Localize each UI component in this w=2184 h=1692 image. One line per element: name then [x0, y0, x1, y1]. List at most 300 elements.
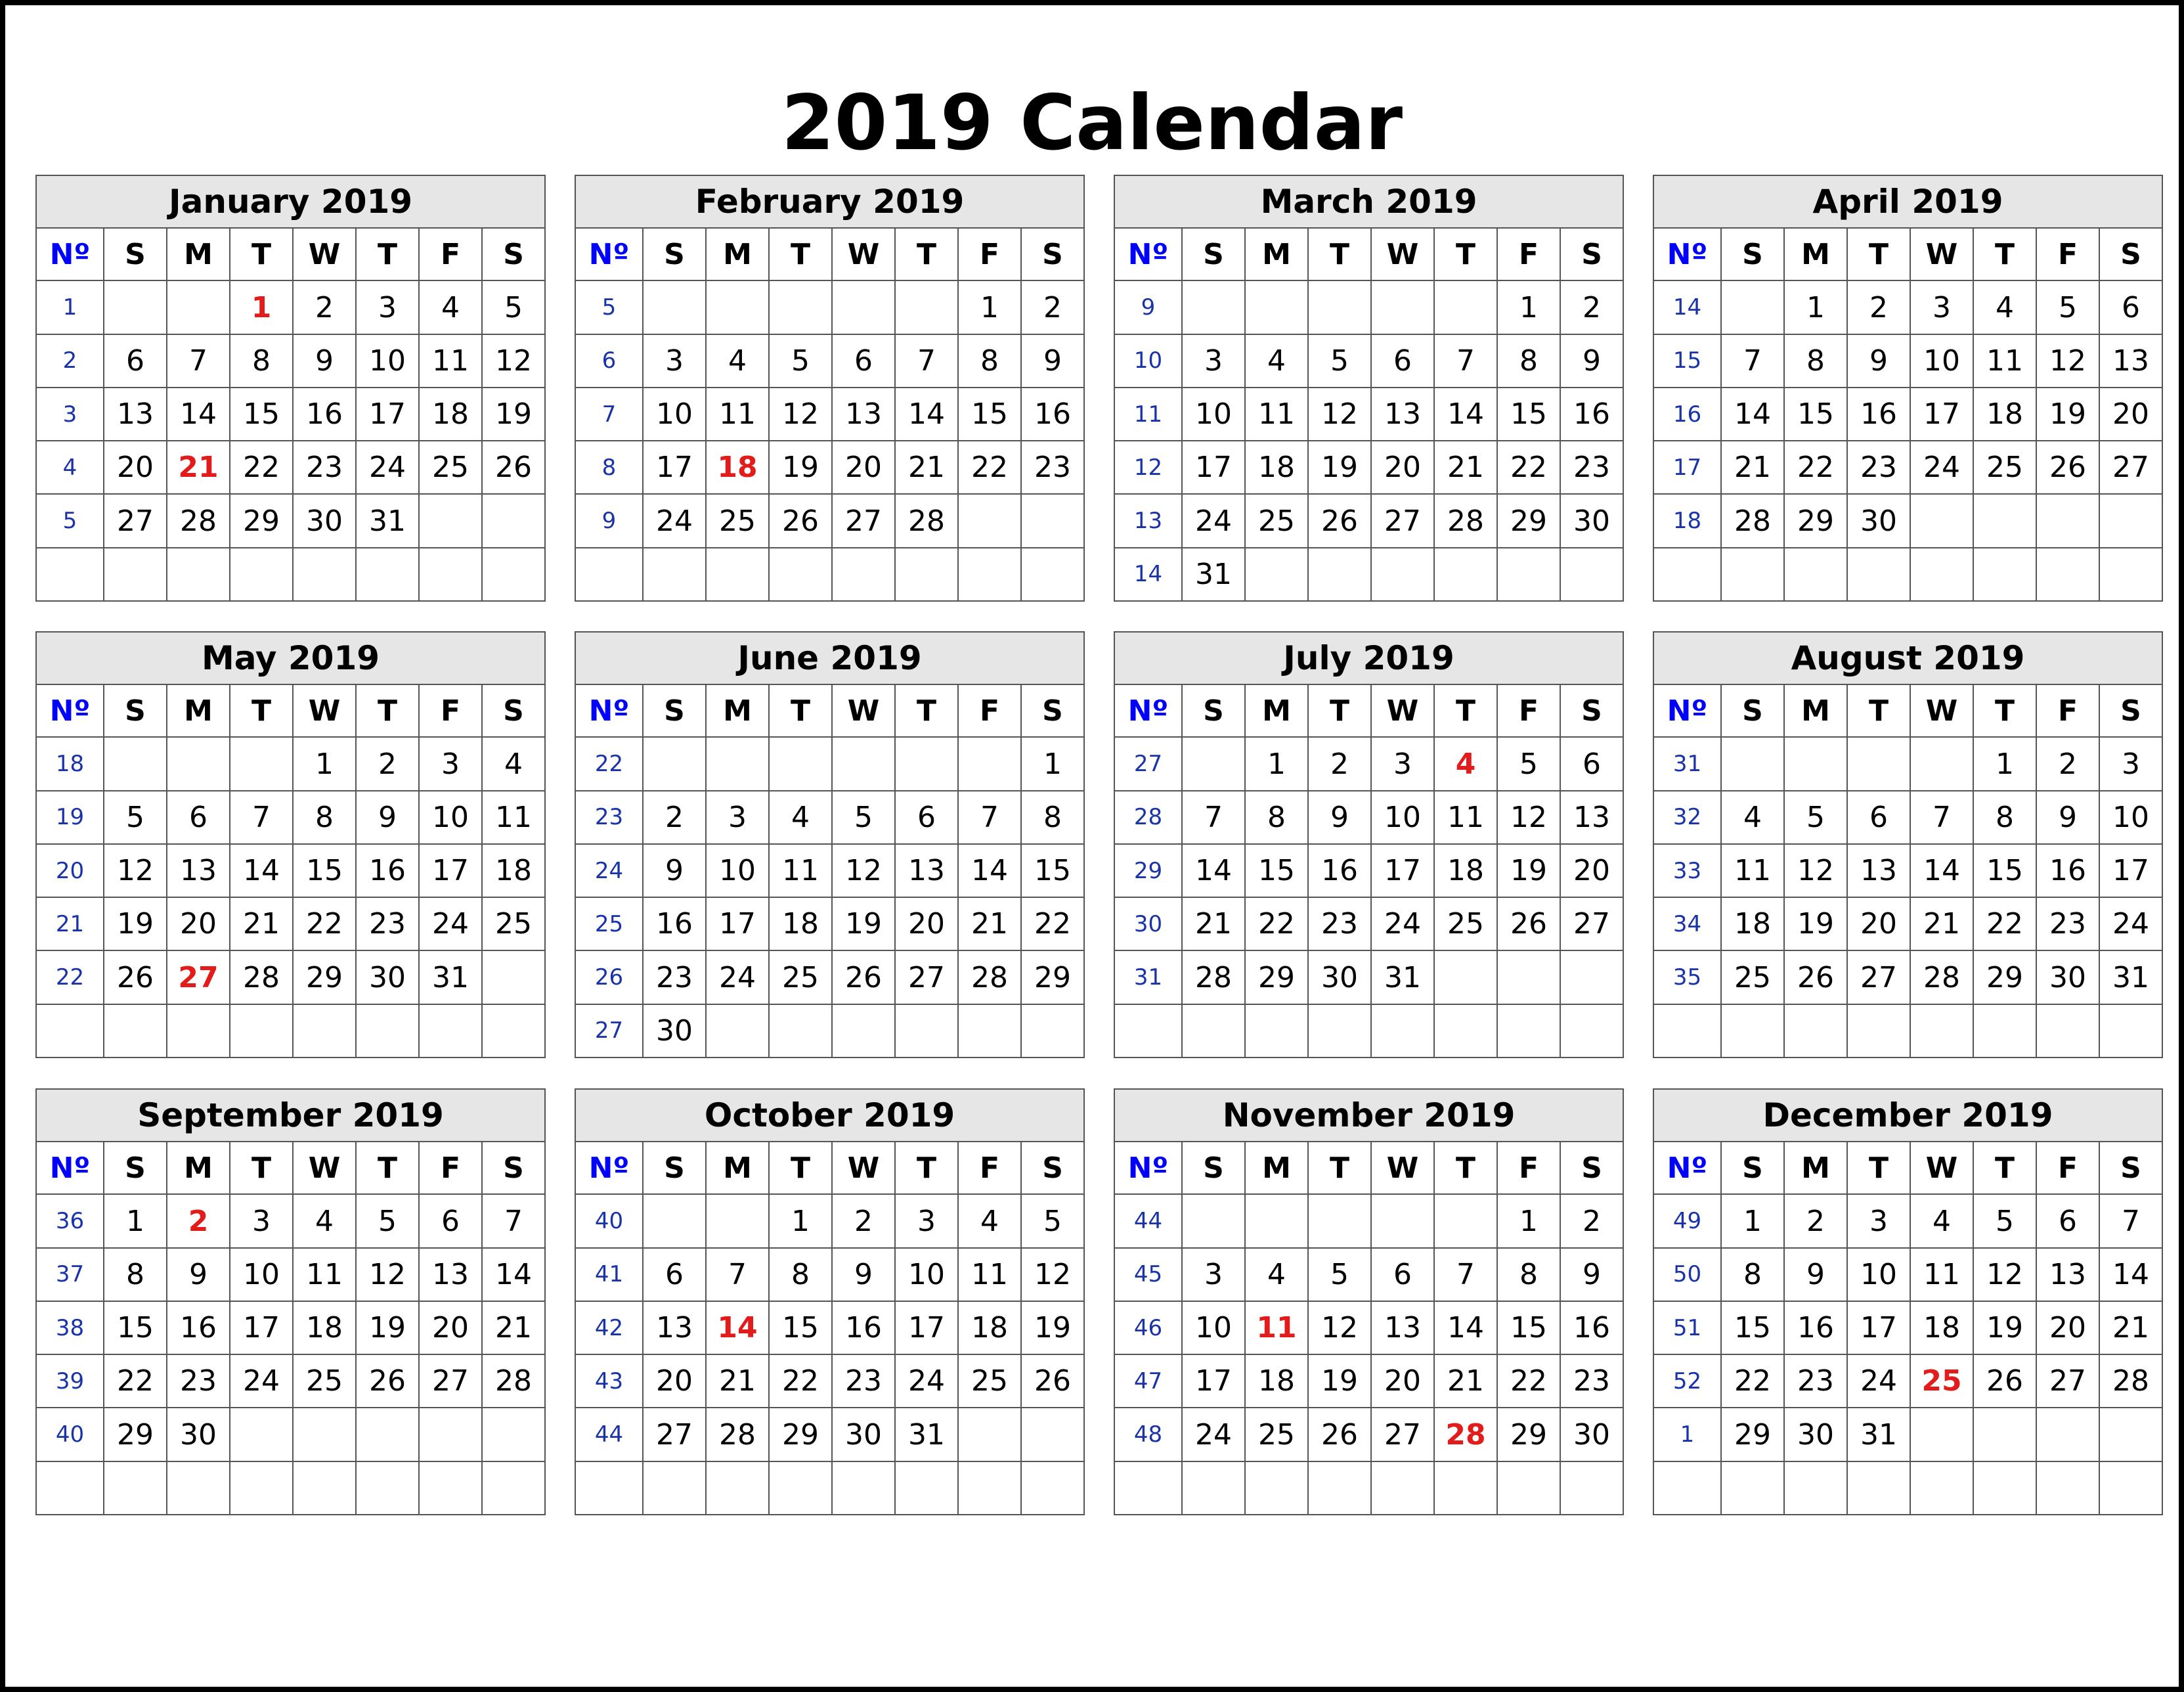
day-cell: 31: [1182, 548, 1245, 601]
empty-cell: [230, 1004, 293, 1058]
week-row: [1114, 280, 1623, 334]
day-cell: 18: [1245, 441, 1308, 494]
weekday-header: W: [832, 684, 895, 737]
weekday-header: T: [1434, 228, 1497, 280]
day-cell: 19: [832, 897, 895, 950]
day-cell: 4: [1721, 791, 1784, 844]
week-number: 11: [1114, 388, 1182, 441]
day-cell: 28: [1182, 950, 1245, 1004]
day-cell: 19: [482, 388, 545, 441]
week-row: [1114, 1004, 1623, 1058]
empty-cell: [356, 1408, 419, 1461]
month-name: November 2019: [1114, 1089, 1623, 1142]
empty-cell: [1497, 950, 1560, 1004]
day-cell: 14: [958, 844, 1021, 897]
day-cell: 3: [895, 1194, 958, 1247]
weekday-header: S: [482, 1142, 545, 1194]
week-row: [1114, 1461, 1623, 1515]
day-cell: 29: [230, 494, 293, 547]
week-row: [1653, 494, 2162, 547]
day-cell: 18: [1434, 844, 1497, 897]
week-row: [36, 1354, 545, 1408]
day-cell: 2: [293, 280, 356, 334]
empty-cell: [832, 1004, 895, 1058]
day-cell: 18: [419, 388, 482, 441]
weekday-header-row: [36, 1142, 545, 1194]
day-cell: 22: [230, 441, 293, 494]
day-cell: 29: [1021, 950, 1084, 1004]
empty-cell: [230, 548, 293, 601]
day-cell: 16: [1308, 844, 1371, 897]
day-cell: 23: [293, 441, 356, 494]
day-cell: 15: [230, 388, 293, 441]
empty-cell: [1182, 737, 1245, 790]
weekday-header: S: [2099, 228, 2162, 280]
weekday-header: S: [1182, 228, 1245, 280]
weekday-header: T: [1973, 1142, 2036, 1194]
week-number: 39: [36, 1354, 104, 1408]
day-cell: 10: [2099, 791, 2162, 844]
week-number-header: Nº: [1653, 684, 1721, 737]
empty-cell: [769, 1461, 832, 1515]
day-cell: 2: [1021, 280, 1084, 334]
weekday-header: S: [1560, 1142, 1623, 1194]
week-number: [1114, 1461, 1182, 1515]
empty-cell: [419, 1004, 482, 1058]
empty-cell: [895, 737, 958, 790]
week-row: [1114, 844, 1623, 897]
day-cell: 30: [167, 1408, 230, 1461]
week-row: [36, 388, 545, 441]
day-cell: 25: [293, 1354, 356, 1408]
week-number: 46: [1114, 1301, 1182, 1354]
day-cell: 28: [958, 950, 1021, 1004]
day-cell: 7: [230, 791, 293, 844]
empty-cell: [1721, 1461, 1784, 1515]
week-row: [1653, 950, 2162, 1004]
empty-cell: [1721, 280, 1784, 334]
empty-cell: [1308, 1194, 1371, 1247]
empty-cell: [356, 548, 419, 601]
day-cell: 11: [1245, 388, 1308, 441]
day-cell: 8: [230, 334, 293, 388]
month-name: October 2019: [575, 1089, 1084, 1142]
week-number: 28: [1114, 791, 1182, 844]
empty-cell: [419, 494, 482, 547]
day-cell: 26: [1308, 494, 1371, 547]
weekday-header-row: [575, 1142, 1084, 1194]
weekday-header: T: [1847, 228, 1910, 280]
week-row: [575, 1301, 1084, 1354]
day-cell: 21: [958, 897, 1021, 950]
holiday-day-cell: 28: [1434, 1408, 1497, 1461]
empty-cell: [1497, 1004, 1560, 1058]
month-name: September 2019: [36, 1089, 545, 1142]
weekday-header: S: [2099, 1142, 2162, 1194]
weekday-header-row: [1114, 684, 1623, 737]
day-cell: 15: [1784, 388, 1847, 441]
day-cell: 13: [2036, 1248, 2099, 1301]
week-row: [1653, 791, 2162, 844]
day-cell: 30: [1847, 494, 1910, 547]
day-cell: 16: [1560, 1301, 1623, 1354]
day-cell: 3: [1182, 1248, 1245, 1301]
day-cell: 2: [2036, 737, 2099, 790]
empty-cell: [2036, 494, 2099, 547]
day-cell: 22: [1497, 1354, 1560, 1408]
day-cell: 11: [958, 1248, 1021, 1301]
day-cell: 24: [1371, 897, 1434, 950]
week-number-header: Nº: [575, 1142, 643, 1194]
day-cell: 19: [104, 897, 167, 950]
day-cell: 14: [1721, 388, 1784, 441]
weekday-header: F: [958, 228, 1021, 280]
day-cell: 1: [293, 737, 356, 790]
month-may: [35, 631, 546, 1058]
day-cell: 16: [832, 1301, 895, 1354]
day-cell: 30: [2036, 950, 2099, 1004]
week-row: [36, 1408, 545, 1461]
week-number: 22: [575, 737, 643, 790]
empty-cell: [293, 1408, 356, 1461]
week-row: [575, 844, 1084, 897]
week-number: 23: [575, 791, 643, 844]
day-cell: 1: [958, 280, 1021, 334]
empty-cell: [1245, 548, 1308, 601]
day-cell: 20: [104, 441, 167, 494]
day-cell: 23: [356, 897, 419, 950]
day-cell: 21: [1182, 897, 1245, 950]
weekday-header: W: [1910, 228, 1973, 280]
day-cell: 20: [1371, 441, 1434, 494]
empty-cell: [419, 1461, 482, 1515]
week-number: 24: [575, 844, 643, 897]
day-cell: 13: [1371, 1301, 1434, 1354]
empty-cell: [1560, 950, 1623, 1004]
day-cell: 29: [769, 1408, 832, 1461]
month-august: [1653, 631, 2163, 1058]
week-number: 27: [575, 1004, 643, 1058]
weekday-header: T: [769, 1142, 832, 1194]
day-cell: 7: [167, 334, 230, 388]
day-cell: 15: [1497, 1301, 1560, 1354]
day-cell: 27: [2099, 441, 2162, 494]
day-cell: 4: [1910, 1194, 1973, 1247]
weekday-header-row: [1653, 1142, 2162, 1194]
weekday-header: W: [1371, 684, 1434, 737]
week-number: 31: [1653, 737, 1721, 790]
empty-cell: [419, 548, 482, 601]
week-row: [1653, 1461, 2162, 1515]
day-cell: 3: [1910, 280, 1973, 334]
day-cell: 4: [1973, 280, 2036, 334]
week-row: [1653, 1194, 2162, 1247]
empty-cell: [643, 737, 706, 790]
day-cell: 5: [1021, 1194, 1084, 1247]
day-cell: 9: [1784, 1248, 1847, 1301]
empty-cell: [769, 548, 832, 601]
month-july: [1114, 631, 1624, 1058]
week-row: [1114, 494, 1623, 547]
day-cell: 4: [706, 334, 769, 388]
day-cell: 19: [356, 1301, 419, 1354]
week-row: [36, 791, 545, 844]
day-cell: 5: [2036, 280, 2099, 334]
empty-cell: [1784, 737, 1847, 790]
empty-cell: [1371, 548, 1434, 601]
day-cell: 19: [1308, 441, 1371, 494]
holiday-day-cell: 1: [230, 280, 293, 334]
week-row: [36, 950, 545, 1004]
weekday-header: T: [1847, 1142, 1910, 1194]
day-cell: 12: [356, 1248, 419, 1301]
week-row: [1114, 897, 1623, 950]
weekday-header: T: [230, 1142, 293, 1194]
empty-cell: [832, 737, 895, 790]
day-cell: 29: [1973, 950, 2036, 1004]
day-cell: 11: [769, 844, 832, 897]
empty-cell: [482, 1461, 545, 1515]
day-cell: 14: [895, 388, 958, 441]
day-cell: 16: [1560, 388, 1623, 441]
day-cell: 26: [1021, 1354, 1084, 1408]
empty-cell: [1847, 548, 1910, 601]
empty-cell: [895, 1004, 958, 1058]
day-cell: 21: [2099, 1301, 2162, 1354]
day-cell: 30: [1560, 1408, 1623, 1461]
month-december: [1653, 1088, 2163, 1515]
empty-cell: [104, 1461, 167, 1515]
day-cell: 26: [1308, 1408, 1371, 1461]
day-cell: 27: [1560, 897, 1623, 950]
empty-cell: [167, 1004, 230, 1058]
day-cell: 25: [482, 897, 545, 950]
empty-cell: [2036, 1004, 2099, 1058]
day-cell: 26: [769, 494, 832, 547]
weekday-header: T: [230, 228, 293, 280]
week-row: [1114, 791, 1623, 844]
week-number-header: Nº: [1653, 1142, 1721, 1194]
empty-cell: [832, 548, 895, 601]
day-cell: 7: [1434, 334, 1497, 388]
week-number: 49: [1653, 1194, 1721, 1247]
weekday-header: T: [1308, 1142, 1371, 1194]
empty-cell: [706, 1461, 769, 1515]
week-number-header: Nº: [36, 1142, 104, 1194]
week-number: 26: [575, 950, 643, 1004]
day-cell: 20: [167, 897, 230, 950]
weekday-header: F: [1497, 1142, 1560, 1194]
weekday-header: W: [1910, 684, 1973, 737]
month-name: June 2019: [575, 632, 1084, 684]
day-cell: 9: [1560, 334, 1623, 388]
week-row: [1653, 844, 2162, 897]
empty-cell: [1371, 1004, 1434, 1058]
day-cell: 17: [230, 1301, 293, 1354]
empty-cell: [1497, 1461, 1560, 1515]
empty-cell: [895, 280, 958, 334]
day-cell: 17: [643, 441, 706, 494]
weekday-header-row: [1114, 1142, 1623, 1194]
day-cell: 29: [293, 950, 356, 1004]
week-number: 45: [1114, 1248, 1182, 1301]
day-cell: 28: [482, 1354, 545, 1408]
empty-cell: [769, 1004, 832, 1058]
week-number: 47: [1114, 1354, 1182, 1408]
day-cell: 6: [104, 334, 167, 388]
empty-cell: [1245, 280, 1308, 334]
day-cell: 7: [1910, 791, 1973, 844]
weekday-header: S: [1560, 228, 1623, 280]
day-cell: 6: [643, 1248, 706, 1301]
day-cell: 23: [832, 1354, 895, 1408]
week-number: 35: [1653, 950, 1721, 1004]
week-number: 41: [575, 1248, 643, 1301]
day-cell: 17: [2099, 844, 2162, 897]
day-cell: 19: [1973, 1301, 2036, 1354]
day-cell: 5: [1308, 1248, 1371, 1301]
weekday-header: T: [1434, 1142, 1497, 1194]
day-cell: 5: [356, 1194, 419, 1247]
day-cell: 2: [1847, 280, 1910, 334]
day-cell: 6: [419, 1194, 482, 1247]
weekday-header: F: [1497, 684, 1560, 737]
empty-cell: [1721, 548, 1784, 601]
week-number: 9: [575, 494, 643, 547]
day-cell: 29: [1497, 494, 1560, 547]
day-cell: 13: [895, 844, 958, 897]
weekday-header: F: [2036, 228, 2099, 280]
week-number-header: Nº: [1114, 684, 1182, 737]
day-cell: 22: [293, 897, 356, 950]
day-cell: 10: [895, 1248, 958, 1301]
month-name: December 2019: [1653, 1089, 2162, 1142]
month-name: May 2019: [36, 632, 545, 684]
week-number: 10: [1114, 334, 1182, 388]
week-number: 4: [36, 441, 104, 494]
empty-cell: [1371, 1194, 1434, 1247]
week-row: [1114, 441, 1623, 494]
day-cell: 26: [1784, 950, 1847, 1004]
weekday-header: M: [167, 684, 230, 737]
empty-cell: [167, 1461, 230, 1515]
day-cell: 5: [1973, 1194, 2036, 1247]
empty-cell: [1434, 280, 1497, 334]
day-cell: 5: [1308, 334, 1371, 388]
day-cell: 10: [1847, 1248, 1910, 1301]
weekday-header: W: [832, 228, 895, 280]
day-cell: 28: [895, 494, 958, 547]
week-number: 5: [36, 494, 104, 547]
weekday-header: S: [1021, 228, 1084, 280]
week-number: 34: [1653, 897, 1721, 950]
day-cell: 2: [1560, 1194, 1623, 1247]
day-cell: 28: [1910, 950, 1973, 1004]
empty-cell: [1910, 737, 1973, 790]
day-cell: 2: [1784, 1194, 1847, 1247]
empty-cell: [1308, 280, 1371, 334]
week-row: [36, 844, 545, 897]
day-cell: 11: [1721, 844, 1784, 897]
day-cell: 20: [1560, 844, 1623, 897]
day-cell: 13: [1371, 388, 1434, 441]
day-cell: 6: [1560, 737, 1623, 790]
day-cell: 22: [104, 1354, 167, 1408]
day-cell: 7: [2099, 1194, 2162, 1247]
day-cell: 13: [419, 1248, 482, 1301]
week-number: [36, 548, 104, 601]
day-cell: 22: [1497, 441, 1560, 494]
day-cell: 7: [895, 334, 958, 388]
empty-cell: [1973, 1004, 2036, 1058]
day-cell: 4: [1245, 334, 1308, 388]
month-name: February 2019: [575, 175, 1084, 228]
day-cell: 10: [356, 334, 419, 388]
week-row: [575, 334, 1084, 388]
week-number: 8: [575, 441, 643, 494]
day-cell: 19: [1308, 1354, 1371, 1408]
day-cell: 17: [1182, 441, 1245, 494]
weekday-header: M: [706, 228, 769, 280]
weekday-header: S: [1721, 684, 1784, 737]
empty-cell: [1910, 1408, 1973, 1461]
day-cell: 8: [1245, 791, 1308, 844]
day-cell: 16: [1784, 1301, 1847, 1354]
day-cell: 19: [1021, 1301, 1084, 1354]
week-row: [1114, 548, 1623, 601]
empty-cell: [643, 548, 706, 601]
day-cell: 27: [104, 494, 167, 547]
empty-cell: [1497, 548, 1560, 601]
week-number: 51: [1653, 1301, 1721, 1354]
day-cell: 3: [1371, 737, 1434, 790]
week-number: 50: [1653, 1248, 1721, 1301]
week-row: [1114, 1354, 1623, 1408]
empty-cell: [1973, 1461, 2036, 1515]
day-cell: 31: [895, 1408, 958, 1461]
week-number: 12: [1114, 441, 1182, 494]
day-cell: 27: [2036, 1354, 2099, 1408]
month-name: January 2019: [36, 175, 545, 228]
day-cell: 8: [1721, 1248, 1784, 1301]
weekday-header: S: [104, 684, 167, 737]
week-row: [36, 441, 545, 494]
week-row: [1114, 1248, 1623, 1301]
day-cell: 2: [1308, 737, 1371, 790]
day-cell: 6: [832, 334, 895, 388]
day-cell: 3: [643, 334, 706, 388]
day-cell: 28: [706, 1408, 769, 1461]
day-cell: 30: [1308, 950, 1371, 1004]
week-number: 22: [36, 950, 104, 1004]
day-cell: 27: [419, 1354, 482, 1408]
weekday-header: M: [1784, 684, 1847, 737]
day-cell: 24: [1847, 1354, 1910, 1408]
day-cell: 2: [832, 1194, 895, 1247]
empty-cell: [293, 548, 356, 601]
day-cell: 28: [1721, 494, 1784, 547]
week-row: [575, 441, 1084, 494]
day-cell: 31: [1371, 950, 1434, 1004]
day-cell: 7: [482, 1194, 545, 1247]
month-september: [35, 1088, 546, 1515]
week-row: [36, 334, 545, 388]
day-cell: 22: [769, 1354, 832, 1408]
weekday-header: W: [1371, 1142, 1434, 1194]
empty-cell: [104, 280, 167, 334]
day-cell: 18: [293, 1301, 356, 1354]
weekday-header-row: [575, 684, 1084, 737]
